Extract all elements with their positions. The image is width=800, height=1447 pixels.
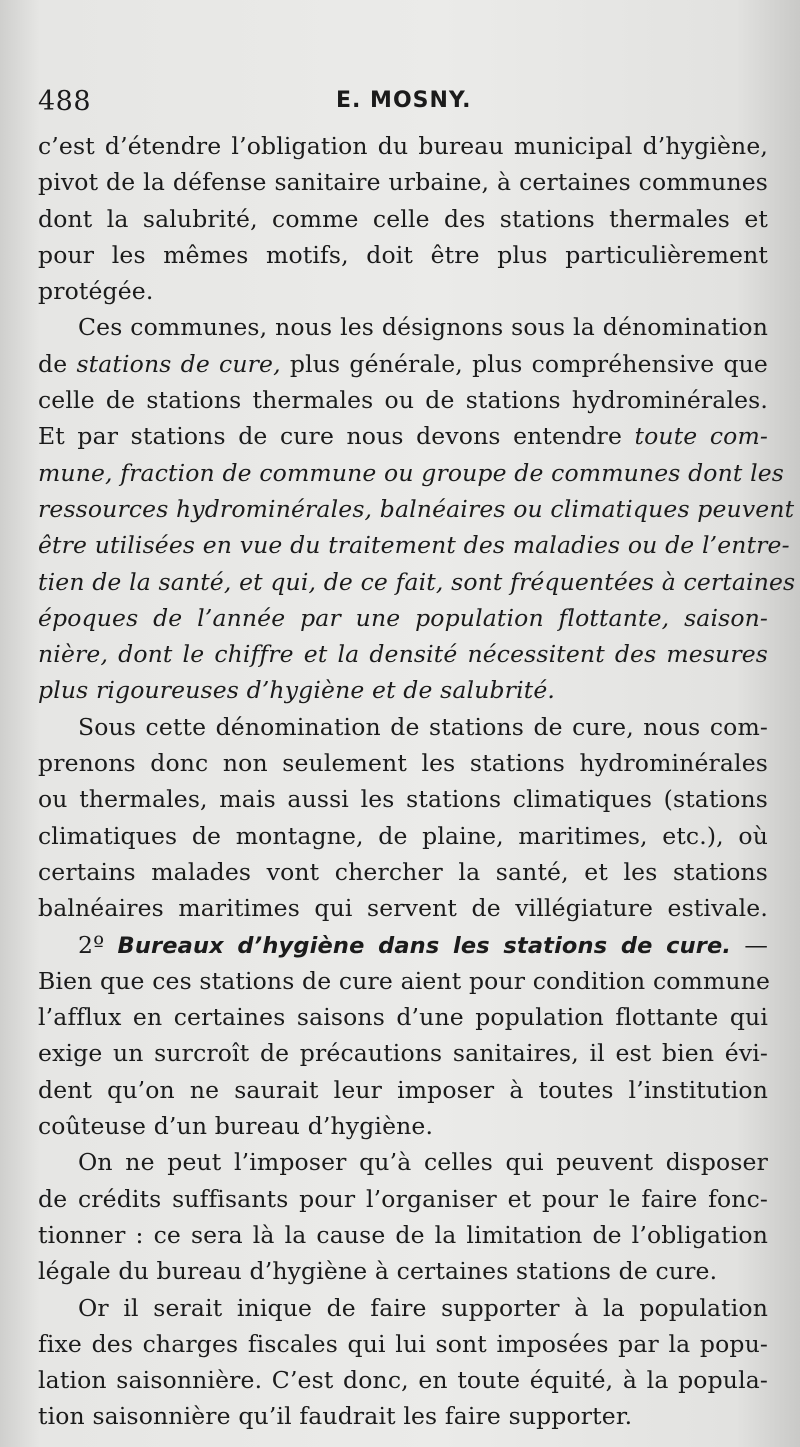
text-line <box>38 818 768 854</box>
text-span: On ne peut l’imposer qu’à celles qui peuvent disposer <box>78 1148 768 1177</box>
text-line <box>38 491 795 527</box>
text-span: de crédits suffisants pour l’organiser et pour le faire fonc- <box>38 1184 768 1213</box>
body-text <box>38 128 796 1435</box>
text-span: légale du bureau d’hygiène à certaines stations de cure. <box>38 1257 718 1286</box>
italic-text: tien de la santé, et qui, de ce fait, sont fréquentées à certaines <box>38 567 796 596</box>
text-line <box>38 999 768 1035</box>
text-line <box>38 1362 768 1398</box>
text-line <box>38 527 790 563</box>
italic-text: stations de cure, <box>76 349 281 378</box>
text-line <box>38 201 768 237</box>
text-line <box>38 1326 768 1362</box>
page-header <box>38 84 768 124</box>
italic-text: époques de l’année par une population flottante, saison- <box>38 603 768 632</box>
text-span: plus générale, plus compréhensive que <box>280 349 768 378</box>
text-span: Bien que ces stations de cure aient pour condition commune <box>38 966 771 995</box>
text-span: c’est d’étendre l’obligation du bureau municipal d’hygiène, <box>38 132 768 160</box>
italic-text: toute com- <box>634 422 768 451</box>
text-line <box>38 564 796 600</box>
text-line <box>38 237 768 273</box>
text-span: tionner : ce sera là la cause de la limitation de l’obligation <box>38 1220 768 1249</box>
text-span: dent qu’on ne saurait leur imposer à toutes l’institution <box>38 1075 768 1104</box>
text-span: ou thermales, mais aussi les stations climatiques (stations <box>38 785 768 814</box>
text-line <box>38 927 768 963</box>
text-span: celle de stations thermales ou de stations hydrominérales. <box>38 386 768 415</box>
text-line <box>38 418 768 454</box>
text-span: Ces communes, nous les désignons sous la dénomination <box>78 313 768 342</box>
text-span: de <box>38 349 77 378</box>
text-line <box>38 600 768 636</box>
text-line <box>38 1398 768 1434</box>
text-line <box>38 672 768 708</box>
text-span: dont la salubrité, comme celle des stations thermales et <box>38 204 768 233</box>
text-line <box>38 164 768 200</box>
text-line <box>38 273 768 309</box>
text-line <box>38 1035 768 1071</box>
page-number: 488 <box>38 86 92 117</box>
italic-text: mune, fraction de commune ou groupe de communes dont les <box>38 458 785 487</box>
text-line <box>38 1108 768 1144</box>
text-span: balnéaires maritimes qui servent de villégiature estivale. <box>38 894 768 923</box>
text-line <box>38 1253 768 1289</box>
text-line <box>38 1290 768 1326</box>
text-span: fixe des charges fiscales qui lui sont imposées par la popu- <box>38 1329 768 1358</box>
text-line <box>38 781 768 817</box>
text-span: prenons donc non seulement les stations hydrominérales <box>38 749 768 778</box>
text-span: l’afflux en certaines saisons d’une population flottante qui <box>38 1003 768 1032</box>
text-span: 2º <box>78 930 118 959</box>
text-line <box>38 1217 768 1253</box>
text-span: — <box>731 930 769 959</box>
text-span: pivot de la défense sanitaire urbaine, à certaines communes <box>38 168 768 197</box>
text-span: coûteuse d’un bureau d’hygiène. <box>38 1112 434 1141</box>
text-line <box>38 309 768 345</box>
running-head: E. MOSNY. <box>336 88 472 113</box>
text-line <box>38 963 771 999</box>
text-line <box>38 455 785 491</box>
text-line <box>38 1072 768 1108</box>
text-span: lation saisonnière. C’est donc, en toute équité, à la popula- <box>38 1366 768 1395</box>
italic-text: ressources hydrominérales, balnéaires ou climatiques peuvent <box>38 494 795 523</box>
text-span: exige un surcroît de précautions sanitaires, il est bien évi- <box>38 1039 768 1068</box>
text-line <box>38 346 768 382</box>
text-span: pour les mêmes motifs, doit être plus particulièrement <box>38 240 768 269</box>
text-span: protégée. <box>38 277 154 306</box>
text-span: certains malades vont chercher la santé, et les stations <box>38 857 768 886</box>
text-span: Or il serait inique de faire supporter à la population <box>78 1293 768 1322</box>
text-line <box>38 709 768 745</box>
text-span: Et par stations de cure nous devons entendre <box>38 422 635 451</box>
section-heading: Bureaux d’hygiène dans les stations de cure. <box>117 932 732 959</box>
text-line <box>38 1181 768 1217</box>
text-line <box>38 636 768 672</box>
italic-text: être utilisées en vue du traitement des maladies ou de l’entre- <box>38 531 790 560</box>
text-span: climatiques de montagne, de plaine, maritimes, etc.), où <box>38 821 768 850</box>
text-line <box>38 1144 768 1180</box>
text-span: Sous cette dénomination de stations de cure, nous com- <box>78 712 768 741</box>
italic-text: nière, dont le chiffre et la densité nécessitent des mesures <box>38 640 768 669</box>
text-span: tion saisonnière qu’il faudrait les faire supporter. <box>38 1402 633 1431</box>
italic-text: plus rigoureuses d’hygiène et de salubrité. <box>38 676 556 705</box>
text-line <box>38 854 768 890</box>
text-line <box>38 890 768 926</box>
text-line <box>38 745 768 781</box>
text-line <box>38 382 768 418</box>
text-line <box>38 128 768 164</box>
